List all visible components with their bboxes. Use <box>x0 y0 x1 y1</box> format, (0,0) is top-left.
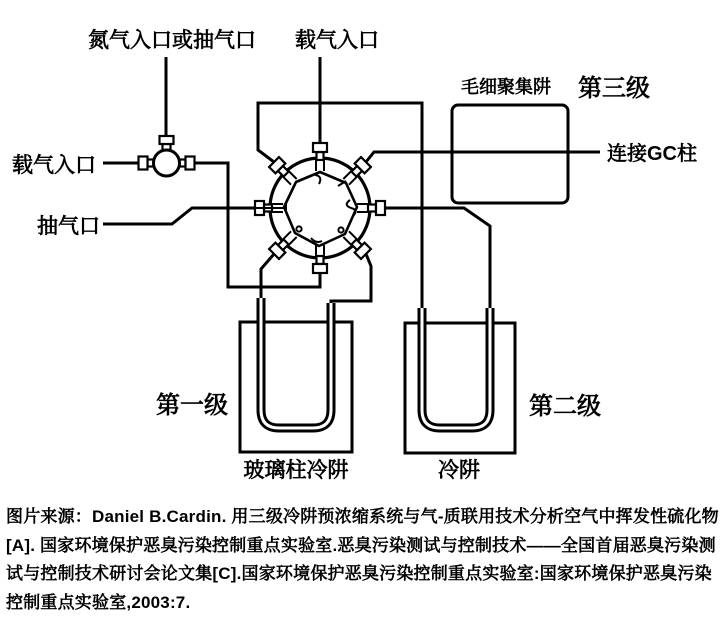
eight-port-valve <box>255 143 385 273</box>
cold-trap-u-tube <box>422 308 490 428</box>
caption-line-3: 试与控制技术研讨会论文集[C].国家环境保护恶臭污染控制重点实验室:国家环境保护恶臭污染 <box>6 564 712 583</box>
caption-line-1: 图片来源：Daniel B.Cardin. 用三级冷阱预浓缩系统与气-质联用技术分析空气中挥发性硫化物 <box>6 507 719 526</box>
carrier-inlet-left-label: 载气入口 <box>12 154 96 177</box>
caption-line-4: 控制重点实验室,2003:7. <box>6 592 191 612</box>
e-port-line <box>385 208 490 311</box>
cold-trap-label: 冷阱 <box>438 459 480 482</box>
valve-cap-right <box>186 157 195 170</box>
sw-port-line <box>261 254 274 300</box>
gc-line <box>366 152 600 162</box>
cold-trap-u-bore <box>422 308 490 428</box>
valve-cap-left <box>139 157 148 170</box>
figure-caption <box>6 503 722 617</box>
stage3-label: 第三级 <box>578 75 650 102</box>
capillary-trap-box <box>452 105 568 203</box>
carrier-inlet-top-label: 载气入口 <box>295 29 379 52</box>
se-port-line <box>331 254 371 308</box>
caption-line-2: [A]. 国家环境保护恶臭污染控制重点实验室.恶臭污染测试与控制技术——全国首届恶臭污染测 <box>6 535 716 555</box>
glass-column-cold-trap <box>240 298 352 452</box>
gc-column-label: 连接GC柱 <box>607 143 697 165</box>
valve-cap-top <box>160 136 174 144</box>
stage2-label: 第二级 <box>529 393 601 420</box>
pump-port-label: 抽气口 <box>37 215 100 238</box>
capillary-trap-label: 毛细聚集阱 <box>461 77 551 97</box>
three-way-valve <box>139 136 195 176</box>
glass-trap-label: 玻璃柱冷阱 <box>243 459 349 482</box>
cold-trap-2 <box>405 308 515 453</box>
pump-line <box>103 208 255 224</box>
stage1-label: 第一级 <box>156 392 228 419</box>
glass-trap-u-bore <box>261 298 331 428</box>
glass-trap-u-tube <box>261 298 331 428</box>
three-way-valve-body <box>154 150 180 176</box>
nitrogen-inlet-label: 氮气入口或抽气口 <box>88 29 256 52</box>
